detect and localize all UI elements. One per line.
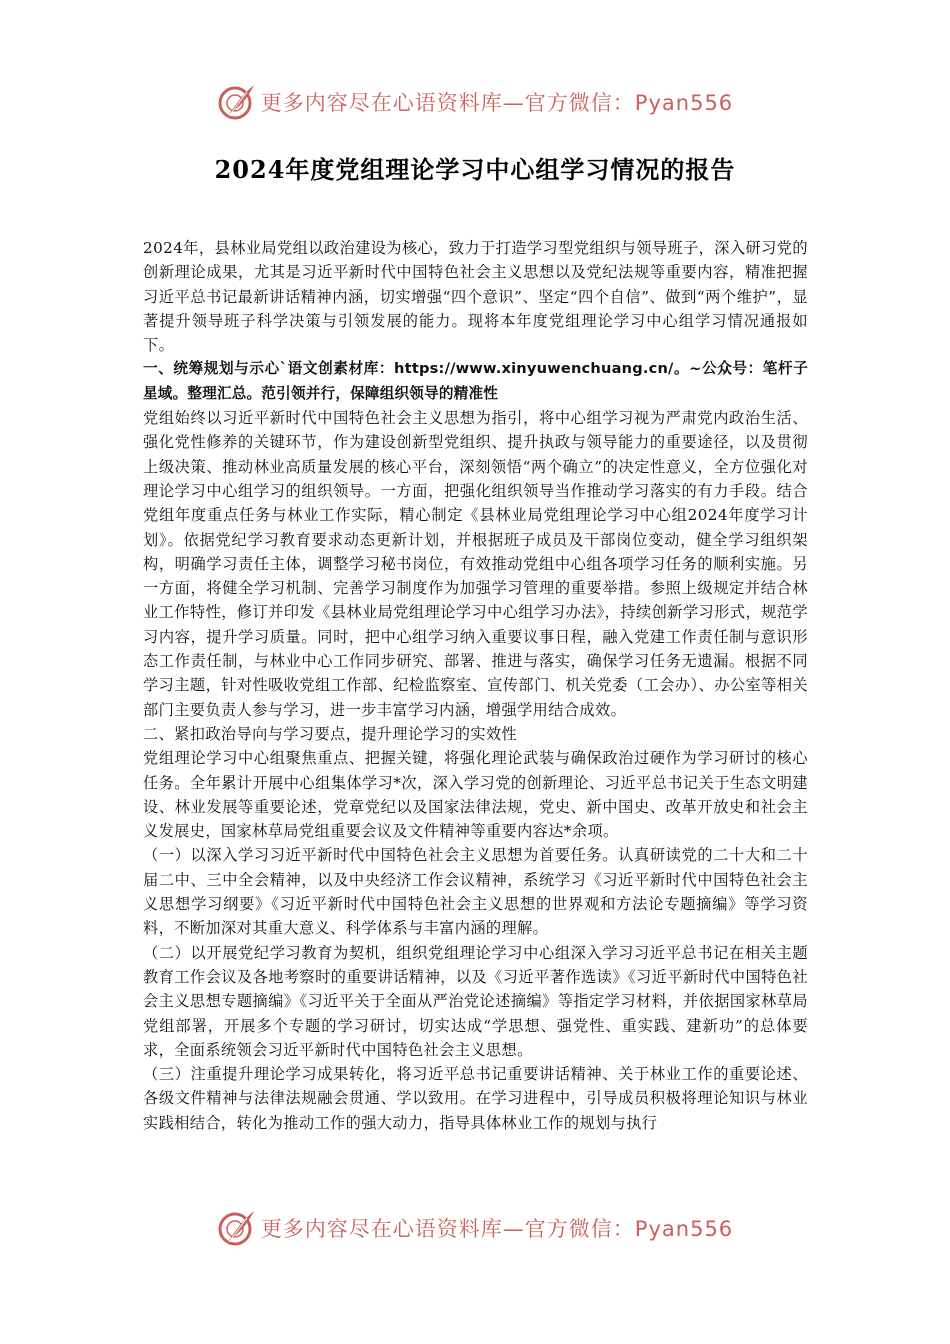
intro-paragraph: 2024年，县林业局党组以政治建设为核心，致力于打造学习型党组织与领导班子，深入研习党的创新理论成果，尤其是习近平新时代中国特色社会主义思想以及党纪法规等重要内容，精准把握习近平总书记最新讲话精神内涵，切实增强“四个意识”、坚定“四个自信”、做到“两个维护”，显著提升领导班子科学决策与引领发展的能力。现将本年度党组理论学习中心组学习情况通报如下。 [143,239,808,355]
body-paragraph: （三）注重提升理论学习成果转化，将习近平总书记重要讲话精神、关于林业工作的重要论述、各级文件精神与法律法规融会贯通、学以致用。在学习进程中，引导成员积极将理论知识与林业实践相结合，转化为推动工作的强大动力，指导具体林业工作的规划与执行 [143,1065,808,1132]
body-paragraph: （一）以深入学习习近平新时代中国特色社会主义思想为首要任务。认真研读党的二十大和二十届二中、三中全会精神，以及中央经济工作会议精神，系统学习《习近平新时代中国特色社会主义思想学习纲要》《习近平新时代中国特色社会主义思想的世界观和方法论专题摘编》等学习资料，不断加深对其重大意义、科学体系与丰富内涵的理解。 [143,846,808,938]
watermark-text: 更多内容尽在心语资料库—官方微信：Pyan556 [260,1217,734,1241]
watermark-banner-bottom [0,1206,950,1250]
body-paragraph: 党组始终以习近平新时代中国特色社会主义思想为指引，将中心组学习视为严肃党内政治生活、强化党性修养的关键环节，作为建设创新型党组织、提升执政与领导能力的重要途径，以及贯彻上级决策、推动林业高质量发展的核心平台，深刻领悟“两个确立”的决定性意义，全方位强化对理论学习中心组学习的组织领导。一方面，把强化组织领导当作推动学习落实的有力手段。结合党组年度重点任务与林业工作实际，精心制定《县林业局党组理论学习中心组2024年度学习计划》。依据党纪学习教育要求动态更新计划，并根据班子成员及干部岗位变动，健全学习组织架构，明确学习责任主体，调整学习秘书岗位，有效推动党组中心组各项学习任务的顺利实施。另一方面，将健全学习机制、完善学习制度作为加强学习管理的重要举措。参照上级规定并结合林业工作特性，修订并印发《县林业局党组理论学习中心组学习办法》，持续创新学习形式，规范学习内容，提升学习质量。同时，把中心组学习纳入重要议事日程，融入党建工作责任制与意识形态工作责任制，与林业中心工作同步研究、部署、推进与落实，确保学习任务无遗漏。根据不同学习主题，针对性吸收党组工作部、纪检监察室、宣传部门、机关党委（工会办）、办公室等相关部门主要负责人参与学习，进一步丰富学习内涵，增强学用结合成效。 [143,409,808,719]
quill-logo-icon [217,82,257,122]
document-title: 2024年度党组理论学习中心组学习情况的报告 [214,155,736,184]
section-heading-2: 二、紧扣政治导向与学习要点，提升理论学习的实效性 [143,724,518,743]
body-paragraph: 党组理论学习中心组聚焦重点、把握关键，将强化理论武装与确保政治过硬作为学习研讨的核心任务。全年累计开展中心组集体学习*次，深入学习党的创新理论、习近平总书记关于生态文明建设、林业发展等重要论述，党章党纪以及国家法律法规，党史、新中国史、改革开放史和社会主义发展史，国家林草局党组重要会议及文件精神等重要内容达*余项。 [143,749,808,841]
watermark-banner-top [0,80,950,124]
body-paragraph: （二）以开展党纪学习教育为契机，组织党组理论学习中心组深入学习习近平总书记在相关主题教育工作会议及各地考察时的重要讲话精神，以及《习近平著作选读》《习近平新时代中国特色社会主义思想专题摘编》《习近平关于全面从严治党论述摘编》等指定学习材料，并依据国家林草局党组部署，开展多个专题的学习研讨，切实达成“学思想、强党性、重实践、建新功”的总体要求，全面系统领会习近平新时代中国特色社会主义思想。 [143,943,808,1059]
document-body [143,236,808,1135]
section-heading-1: 一、统筹规划与示心`语文创素材库：https://www.xinyuwenchuang.cn/。~公众号：笔杆子星域。整理汇总。范引领并行，保障组织领导的精准性 [143,360,808,402]
watermark-text: 更多内容尽在心语资料库—官方微信：Pyan556 [260,91,734,115]
quill-logo-icon [217,1208,257,1248]
